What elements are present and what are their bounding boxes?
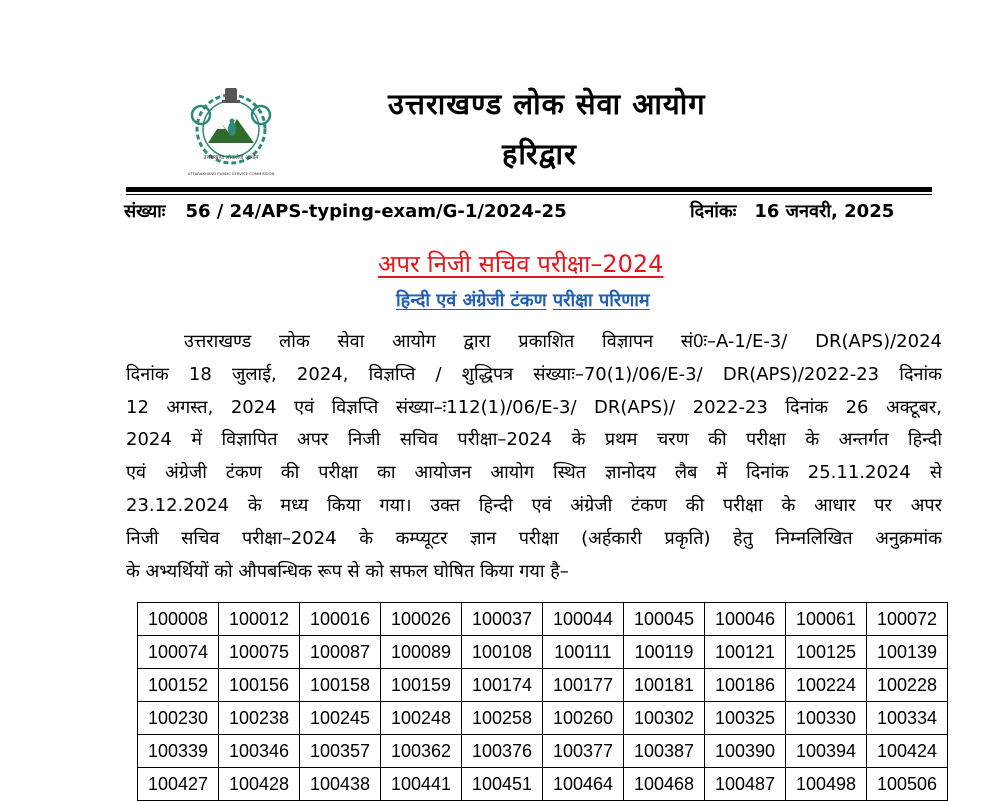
roll-number: 100228: [867, 669, 948, 702]
logo-text: उत्तराखण्ड लोकसेवा आयोग: [203, 155, 259, 161]
roll-number: 100125: [786, 636, 867, 669]
roll-number: 100260: [543, 702, 624, 735]
roll-number: 100330: [786, 702, 867, 735]
roll-number: 100119: [624, 636, 705, 669]
header-divider: [126, 187, 932, 192]
exam-subtitle-result: परीक्षा परिणाम: [552, 290, 650, 311]
roll-number: 100390: [705, 735, 786, 768]
exam-title: अपर निजी सचिव परीक्षा–2024: [378, 250, 664, 278]
date-value: 16 जनवरी, 2025: [754, 201, 895, 222]
roll-number: 100026: [381, 603, 462, 636]
roll-number: 100158: [300, 669, 381, 702]
body-line: 2024 में विज्ञापित अपर निजी सचिव परीक्षा–2024 के प्रथम चरण की परीक्षा के अन्तर्गत हिन्दी: [126, 429, 942, 451]
commission-logo: [181, 85, 281, 179]
roll-number: 100072: [867, 603, 948, 636]
roll-number: 100089: [381, 636, 462, 669]
roll-number: 100016: [300, 603, 381, 636]
table-row: [138, 735, 948, 768]
body-line: 23.12.2024 के मध्य किया गया। उक्त हिन्दी एवं अंग्रेजी टंकण की परीक्षा के आधार पर अपर: [126, 494, 942, 516]
roll-number: 100245: [300, 702, 381, 735]
roll-number: 100045: [624, 603, 705, 636]
body-line: दिनांक 18 जुलाई, 2024, विज्ञप्ति / शुद्धिपत्र संख्याः–70(1)/06/E-3/ DR(APS)/2022-23 दिनांक: [126, 363, 942, 385]
roll-number: 100037: [462, 603, 543, 636]
roll-number: 100468: [624, 768, 705, 801]
roll-number: 100224: [786, 669, 867, 702]
roll-number: 100387: [624, 735, 705, 768]
roll-number: 100111: [543, 636, 624, 669]
roll-number: 100121: [705, 636, 786, 669]
body-line: 12 अगस्त, 2024 एवं विज्ञप्ति संख्या–ः112(1)/06/E-3/ DR(APS)/ 2022-23 दिनांक 26 अक्टूबर,: [126, 396, 942, 418]
roll-number: 100376: [462, 735, 543, 768]
body-line: एवं अंग्रेजी टंकण की परीक्षा का आयोजन आयोग स्थित ज्ञानोदय लैब में दिनांक 25.11.2024 से: [126, 462, 942, 484]
roll-number: 100012: [219, 603, 300, 636]
roll-number: 100302: [624, 702, 705, 735]
roll-number: 100044: [543, 603, 624, 636]
roll-number: 100325: [705, 702, 786, 735]
roll-number: 100108: [462, 636, 543, 669]
roll-number: 100074: [138, 636, 219, 669]
roll-number: 100451: [462, 768, 543, 801]
roll-number: 100357: [300, 735, 381, 768]
roll-number: 100046: [705, 603, 786, 636]
roll-number: 100008: [138, 603, 219, 636]
table-row: [138, 636, 948, 669]
roll-number: 100159: [381, 669, 462, 702]
results-table: [137, 602, 948, 801]
roll-number: 100186: [705, 669, 786, 702]
roll-number: 100428: [219, 768, 300, 801]
roll-number: 100181: [624, 669, 705, 702]
roll-number: 100362: [381, 735, 462, 768]
roll-number: 100464: [543, 768, 624, 801]
table-row: [138, 702, 948, 735]
roll-number: 100487: [705, 768, 786, 801]
body-line: उत्तराखण्ड लोक सेवा आयोग द्वारा प्रकाशित विज्ञापन सं0ः–A-1/E-3/ DR(APS)/2024: [184, 331, 942, 352]
roll-number: 100258: [462, 702, 543, 735]
exam-subtitle-typing: हिन्दी एवं अंग्रेजी टंकण: [396, 290, 547, 311]
roll-number: 100248: [381, 702, 462, 735]
logo-caption: UTTARAKHAND PUBLIC SERVICE COMMISSION: [187, 171, 275, 176]
notice-date: [690, 199, 894, 223]
notice-body: [126, 326, 942, 588]
commission-name: उत्तराखण्ड लोक सेवा आयोग: [388, 87, 706, 121]
roll-number: 100087: [300, 636, 381, 669]
table-row: [138, 768, 948, 801]
roll-number: 100339: [138, 735, 219, 768]
roll-number: 100377: [543, 735, 624, 768]
roll-number: 100156: [219, 669, 300, 702]
header-divider-thin: [126, 194, 932, 195]
roll-number: 100506: [867, 768, 948, 801]
roll-number: 100427: [138, 768, 219, 801]
roll-number: 100334: [867, 702, 948, 735]
date-label: दिनांकः: [690, 201, 737, 222]
body-line: निजी सचिव परीक्षा–2024 के कम्प्यूटर ज्ञान परीक्षा (अर्हकारी प्रकृति) हेतु निम्नलिखित अनुक्रमांक: [126, 527, 942, 549]
roll-number: 100238: [219, 702, 300, 735]
table-row: [138, 603, 948, 636]
roll-number: 100139: [867, 636, 948, 669]
commission-location: हरिद्वार: [502, 137, 577, 171]
roll-number: 100174: [462, 669, 543, 702]
roll-number: 100394: [786, 735, 867, 768]
roll-number: 100346: [219, 735, 300, 768]
roll-number: 100424: [867, 735, 948, 768]
roll-number: 100498: [786, 768, 867, 801]
reference-number: [124, 199, 567, 223]
roll-number: 100061: [786, 603, 867, 636]
body-line: के अभ्यर्थियों को औपबन्धिक रूप से को सफल घोषित किया गया है–: [126, 560, 569, 582]
roll-number: 100441: [381, 768, 462, 801]
roll-number: 100075: [219, 636, 300, 669]
reference-label: संख्याः: [124, 201, 166, 222]
roll-number: 100152: [138, 669, 219, 702]
reference-value: 56 / 24/APS-typing-exam/G-1/2024-25: [185, 201, 567, 222]
table-row: [138, 669, 948, 702]
roll-number: 100438: [300, 768, 381, 801]
roll-number: 100177: [543, 669, 624, 702]
exam-subtitle: [396, 288, 650, 312]
roll-number: 100230: [138, 702, 219, 735]
